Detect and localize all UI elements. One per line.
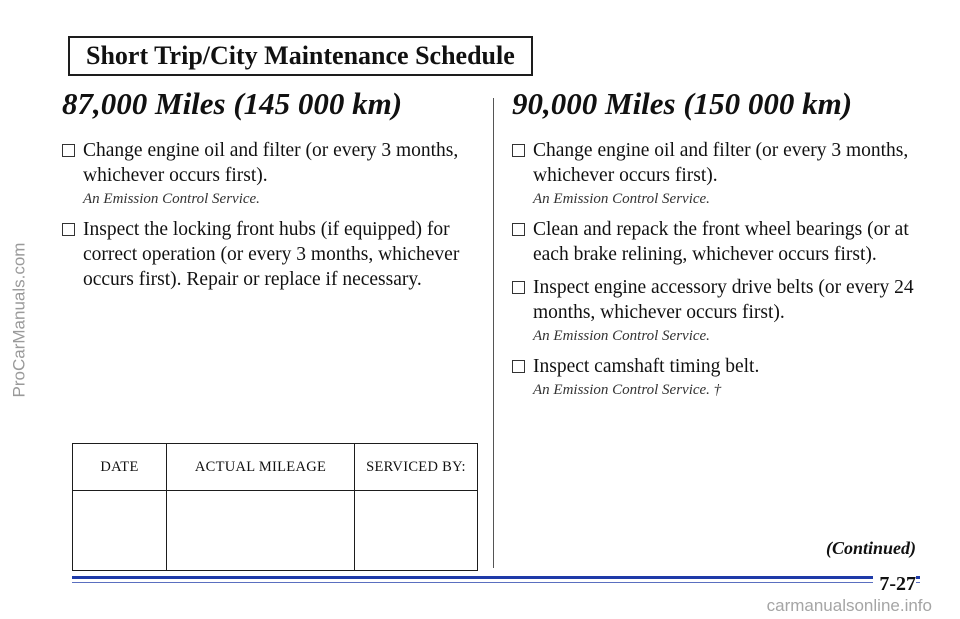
service-item-text: Change engine oil and filter (or every 3 months, whichever occurs first). xyxy=(533,140,909,186)
side-watermark-text: ProCarManuals.com xyxy=(9,242,29,398)
right-section-title: 90,000 Miles (150 000 km) xyxy=(512,86,853,121)
left-section-title: 87,000 Miles (145 000 km) xyxy=(62,86,403,121)
service-item-note: An Emission Control Service. † xyxy=(533,382,722,398)
service-item xyxy=(512,354,932,400)
actual-mileage-header: ACTUAL MILEAGE xyxy=(167,444,355,491)
left-service-list xyxy=(62,138,480,300)
checkbox-icon[interactable] xyxy=(62,223,75,236)
service-item-note: An Emission Control Service. xyxy=(533,328,710,344)
service-item-text: Inspect engine accessory drive belts (or every 24 months, whichever occurs first). xyxy=(533,277,914,323)
service-item-note: An Emission Control Service. xyxy=(533,191,710,207)
service-item xyxy=(512,217,932,267)
checkbox-icon[interactable] xyxy=(512,281,525,294)
service-item-text: Clean and repack the front wheel bearings (or at each brake relining, whichever occurs first). xyxy=(533,219,909,265)
side-watermark xyxy=(2,40,36,600)
schedule-header xyxy=(68,36,533,76)
schedule-header-title: Short Trip/City Maintenance Schedule xyxy=(86,41,515,70)
right-service-list xyxy=(512,138,932,408)
footer-rule-thin xyxy=(72,582,920,583)
service-item-text: Change engine oil and filter (or every 3 months, whichever occurs first). xyxy=(83,140,459,186)
service-item-text: Inspect camshaft timing belt. xyxy=(533,356,760,377)
actual-mileage-cell[interactable] xyxy=(167,491,355,571)
date-header: DATE xyxy=(73,444,167,491)
checkbox-icon[interactable] xyxy=(62,144,75,157)
service-item xyxy=(512,275,932,346)
checkbox-icon[interactable] xyxy=(512,360,525,373)
checkbox-icon[interactable] xyxy=(512,144,525,157)
bottom-watermark: carmanualsonline.info xyxy=(766,596,932,615)
checkbox-icon[interactable] xyxy=(512,223,525,236)
service-item-text: Inspect the locking front hubs (if equipped) for correct operation (or every 3 months, whichever occurs first). Repair or replace if necessary. xyxy=(83,219,460,290)
continued-label: (Continued) xyxy=(825,538,916,558)
column-divider xyxy=(493,98,494,568)
service-item-note: An Emission Control Service. xyxy=(83,191,260,207)
page-number: 7-27 xyxy=(873,573,916,596)
date-cell[interactable] xyxy=(73,491,167,571)
service-item xyxy=(62,217,480,292)
service-item xyxy=(62,138,480,209)
footer-rule xyxy=(72,576,920,579)
serviced-by-cell[interactable] xyxy=(355,491,478,571)
serviced-by-header: SERVICED BY: xyxy=(355,444,478,491)
service-item xyxy=(512,138,932,209)
service-log-table xyxy=(72,443,478,571)
